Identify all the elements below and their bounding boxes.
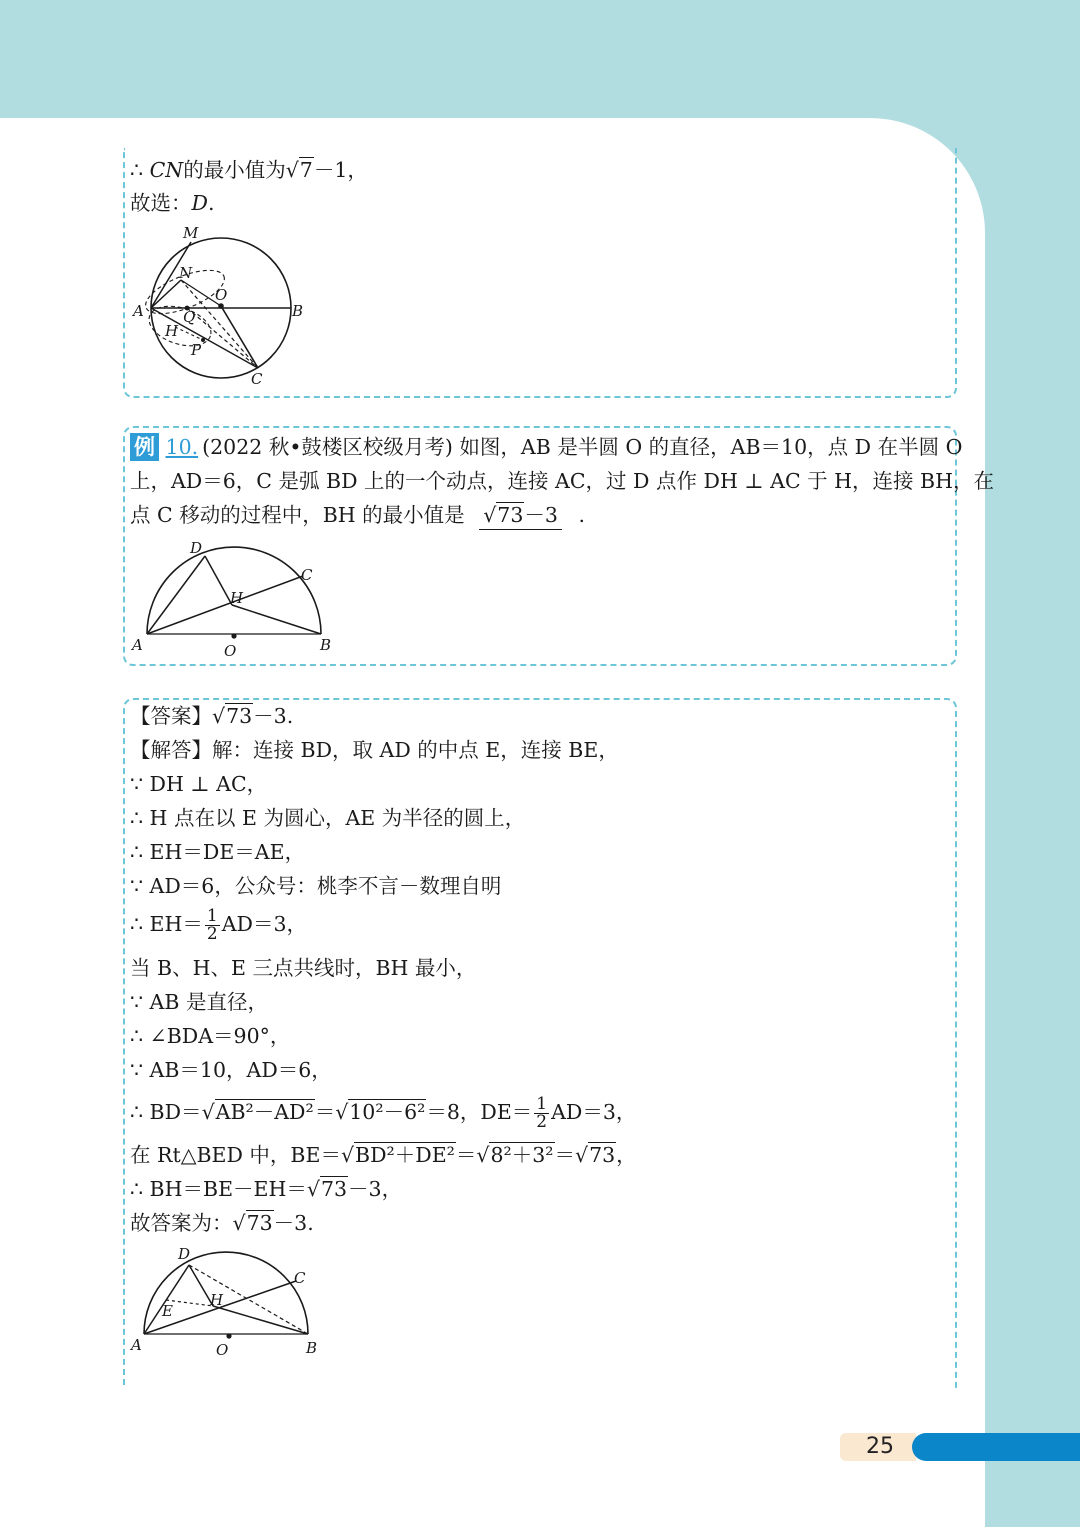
- choice-line: 故选：D.: [130, 191, 215, 215]
- fig1-label-q: Q: [183, 308, 196, 326]
- header-band: [0, 0, 1080, 118]
- example-number: 10.: [165, 435, 199, 459]
- fig3-label-h: H: [210, 1291, 224, 1309]
- analysis-line-3: ∴ H 点在以 E 为圆心，AE 为半径的圆上，: [130, 806, 526, 830]
- figure-circle-diagram: [125, 222, 315, 392]
- example-badge: 例: [130, 433, 159, 461]
- fig3-label-d: D: [178, 1245, 191, 1263]
- analysis-line-14: 故答案为：√73－3.: [130, 1211, 314, 1235]
- fig3-label-a: A: [131, 1336, 142, 1354]
- example-line-2: 上，AD＝6，C 是弧 BD 上的一个动点，连接 AC，过 D 点作 DH ⊥ AC 于 H，连接 BH，在: [130, 469, 994, 493]
- analysis-line-10: ∵ AB＝10，AD＝6，: [130, 1058, 332, 1082]
- fig3-point-o: [226, 1333, 231, 1338]
- figure-solution-diagram: [128, 1243, 328, 1361]
- fig1-label-b: B: [292, 302, 304, 320]
- fig3-label-e: E: [162, 1302, 173, 1320]
- fig2-seg-dh: [205, 556, 232, 605]
- fig1-point-p: [201, 338, 205, 342]
- answer-blank: √73－3: [479, 501, 562, 530]
- fig1-label-p: P: [191, 341, 202, 359]
- example-line-1: 例 10. (2022 秋•鼓楼区校级月考) 如图，AB 是半圆 O 的直径，AB＝10，点 D 在半圆 O: [130, 433, 962, 461]
- fig1-label-o: O: [215, 286, 228, 304]
- fig3-seg-hb: [213, 1306, 308, 1334]
- analysis-line-8: ∵ AB 是直径，: [130, 990, 268, 1014]
- analysis-line-13: ∴ BH＝BE－EH＝√73－3，: [130, 1177, 403, 1201]
- page-number-bar: [912, 1433, 1080, 1461]
- fig1-label-h: H: [165, 322, 179, 340]
- fig1-label-c: C: [251, 370, 263, 388]
- fig2-label-a: A: [132, 636, 143, 654]
- fig2-label-o: O: [224, 642, 237, 660]
- analysis-line-7: 当 B、H、E 三点共线时，BH 最小，: [130, 956, 477, 980]
- fig3-label-c: C: [294, 1269, 306, 1287]
- figure-semicircle-diagram: [128, 538, 338, 663]
- fig2-label-c: C: [301, 566, 313, 584]
- analysis-line-4: ∴ EH＝DE＝AE，: [130, 840, 306, 864]
- fig1-label-m: M: [183, 224, 199, 242]
- fig1-label-n: N: [179, 264, 193, 282]
- analysis-line-9: ∴ ∠BDA＝90°，: [130, 1024, 291, 1048]
- fig1-point-o: [218, 303, 224, 309]
- analysis-line-11: ∴ BD＝√AB²－AD²＝√10²－6²＝8，DE＝ $\frac{1}{2}$ AD＝3，: [130, 1094, 637, 1132]
- fig2-seg-ac: [147, 576, 303, 634]
- fig2-point-o: [231, 633, 236, 638]
- fig3-label-o: O: [216, 1341, 229, 1359]
- page-number: 25: [866, 1434, 894, 1459]
- fig2-seg-hb: [232, 605, 321, 634]
- cn-min-line: ∴ CN的最小值为√7－1，: [130, 158, 368, 182]
- analysis-line-1: 【解答】解：连接 BD，取 AD 的中点 E，连接 BE，: [130, 738, 619, 762]
- fig3-semicircle-arc: [144, 1252, 308, 1334]
- fig2-label-h: H: [230, 589, 244, 607]
- fig2-label-b: B: [320, 636, 332, 654]
- fig3-label-b: B: [306, 1339, 318, 1357]
- fig3-seg-eh: [166, 1300, 213, 1306]
- answer-line: 【答案】√73－3.: [130, 704, 294, 728]
- example-line-3: 点 C 移动的过程中，BH 的最小值是 √73－3 .: [130, 501, 585, 530]
- fig1-label-a: A: [133, 302, 144, 320]
- fig3-seg-db: [189, 1265, 308, 1334]
- analysis-line-6: ∴ EH＝ $\frac{1}{2}$ AD＝3，: [130, 906, 308, 944]
- analysis-line-5: ∵ AD＝6，公众号：桃李不言－数理自明: [130, 874, 502, 898]
- fig1-seg-oc: [221, 306, 258, 368]
- analysis-line-2: ∵ DH ⊥ AC，: [130, 772, 268, 796]
- fig2-label-d: D: [190, 539, 203, 557]
- analysis-line-12: 在 Rt△BED 中，BE＝√BD²＋DE²＝√8²＋3²＝√73，: [130, 1143, 637, 1167]
